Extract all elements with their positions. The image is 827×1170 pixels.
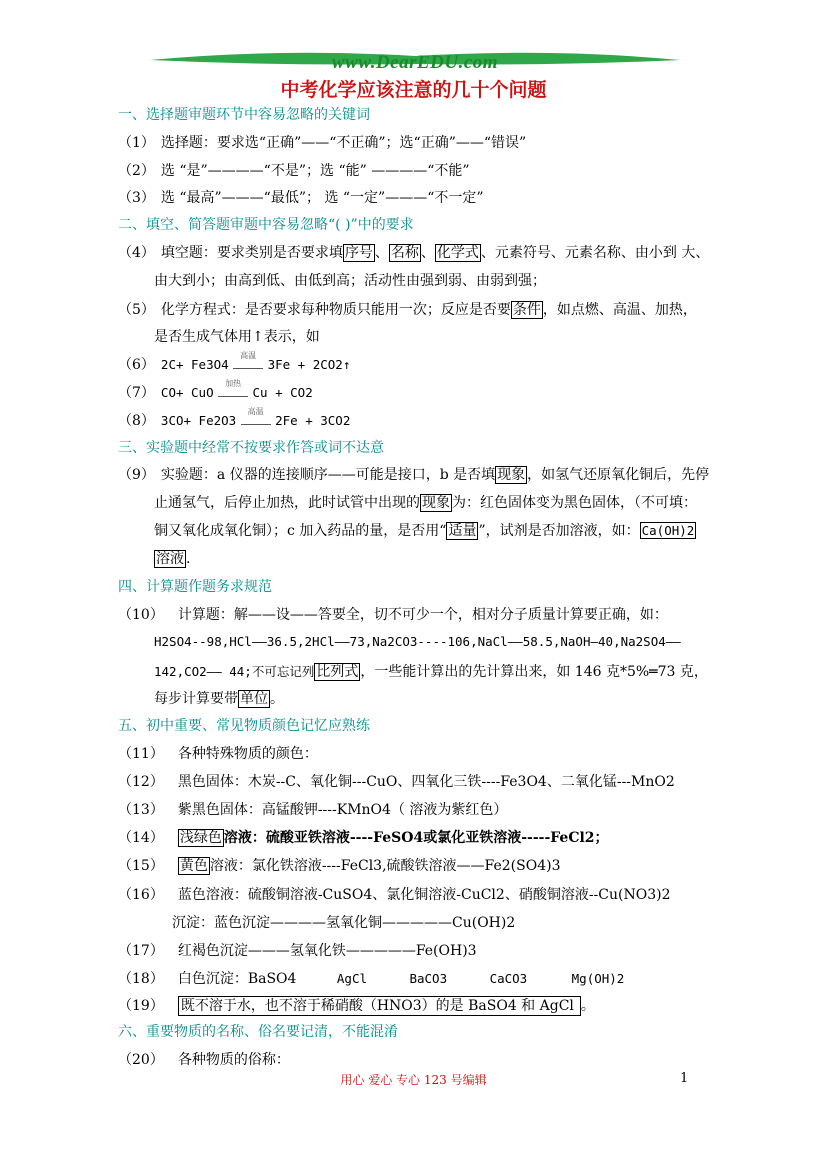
item-3 — [118, 187, 484, 207]
section-heading-4: 四、计算题作题务求规范 — [118, 579, 272, 595]
reaction-condition: 高温 — [233, 359, 263, 369]
item-number: （17） — [118, 943, 164, 959]
item-4: （4） 填空题：要求类别是否要求填 序号 、 名称 、 化学式 、元素符号、元素名称、由小到 大、 — [118, 245, 710, 261]
boxed-term: 适量 — [448, 523, 477, 539]
item-9-cont-1: 止通氢气，后停止加热，此时试管中出现的 现象 为：红色固体变为黑色固体，（不可填： — [154, 495, 697, 511]
item-number: （14） — [118, 830, 164, 846]
item-number: （8） — [118, 413, 155, 429]
item-13: （13） 紫黑色固体：高锰酸钾----KMnO4（ 溶液为紫红色） — [118, 802, 508, 818]
boxed-term: 浅绿色 — [179, 830, 222, 846]
boxed-term: 名称 — [390, 245, 419, 261]
item-number: （16） — [118, 887, 164, 903]
boxed-term: 化学式 — [436, 245, 479, 261]
page-title: 中考化学应该注意的几十个问题 — [280, 79, 547, 101]
reaction-condition: 加热 — [218, 387, 248, 397]
item-14: （14） 浅绿色 溶液：硫酸亚铁溶液----FeSO4或氯化亚铁溶液-----FeCl2； — [118, 830, 609, 846]
section-heading-2: 二、填空、简答题审题中容易忽略“( )”中的要求 — [118, 217, 414, 233]
item-8: （8） 3CO+ Fe2O3 高温 2Fe + 3CO2 — [118, 407, 351, 429]
boxed-term: Ca(OH)2 — [641, 523, 695, 538]
boxed-term: 单位 — [240, 691, 268, 707]
item-4-cont: 由大到小；由高到低、由低到高；活动性由强到弱、由弱到强； — [154, 273, 546, 289]
item-12: （12） 黑色固体：木炭--C、氧化铜---CuO、四氧化三铁----Fe3O4、二氧化锰---MnO2 — [118, 774, 675, 790]
item-number: （12） — [118, 774, 164, 790]
item-10-cont-3: 每步计算要带 单位 。 — [154, 691, 284, 707]
item-16-cont: 沉淀：蓝色沉淀————氢氧化铜—————Cu(OH)2 — [172, 915, 516, 931]
item-number: （19） — [118, 998, 164, 1014]
boxed-term: 溶液 — [156, 551, 184, 567]
item-10: （10） 计算题：解——设——答要全，切不可少一个，相对分子质量计算要正确，如： — [118, 607, 668, 623]
boxed-term: 现象 — [497, 467, 526, 483]
boxed-term: 既不溶于水，也不溶于稀硝酸（HNO3）的是 BaSO4 和 AgCl — [178, 996, 581, 1016]
item-number: （4） — [118, 245, 155, 261]
item-9-cont-3: 溶液 . — [156, 551, 191, 567]
item-number: （1） — [118, 135, 155, 151]
item-text: 选择题：要求选“正确”——“不正确”；选“正确”——“错误” — [160, 135, 527, 151]
item-number: （20） — [118, 1052, 164, 1068]
section-heading-3: 三、实验题中经常不按要求作答或词不达意 — [118, 440, 384, 456]
item-number: （13） — [118, 802, 164, 818]
item-number: （18） — [118, 971, 164, 987]
logo-text: www.DearEDU.com — [331, 52, 499, 73]
page-footer: 用心 爱心 专心 123 号编辑 — [340, 1073, 487, 1087]
item-text: 选 “是”————“不是”；选 “能” ————“不能” — [160, 163, 470, 179]
item-number: （11） — [118, 746, 164, 762]
item-number: （9） — [118, 467, 155, 483]
item-10-cont-1: H2SO4--98,HCl——36.5,2HCl——73,Na2CO3----106,NaCl——58.5,NaOH—40,Na2SO4—— — [154, 634, 681, 649]
item-5: （5） 化学方程式：是否要求每种物质只能用一次；反应是否要 条件 ，如点燃、高温、加热， — [118, 302, 697, 318]
item-18: （18） 白色沉淀：BaSO4 AgCl BaCO3 CaCO3 Mg(OH)2 — [118, 971, 625, 987]
boxed-term: 序号 — [344, 245, 373, 261]
item-9: （9） 实验题：a 仪器的连接顺序——可能是接口，b 是否填 现象 ，如氢气还原氧化铜后，先停 — [118, 467, 710, 483]
item-11: （11） 各种特殊物质的颜色： — [118, 746, 318, 762]
item-number: （3） — [118, 190, 155, 206]
item-5-cont: 是否生成气体用↑表示，如 — [154, 329, 320, 345]
item-6: （6） 2C+ Fe3O4 高温 3Fe + 2CO2↑ — [118, 351, 351, 373]
item-2 — [118, 160, 470, 180]
section-heading-5: 五、初中重要、常见物质颜色记忆应熟练 — [118, 718, 370, 734]
item-9-cont-2: 铜又氧化成氧化铜）；c 加入药品的量，是否用“ 适量 ”，试剂是否加溶液，如： Ca(OH)2 — [154, 523, 695, 539]
item-16: （16） 蓝色溶液：硫酸铜溶液-CuSO4、氯化铜溶液-CuCl2、硝酸铜溶液--Cu(NO3)2 — [118, 887, 671, 903]
section-heading-1: 一、选择题审题环节中容易忽略的关键词 — [118, 107, 370, 123]
boxed-term: 比列式 — [316, 664, 359, 680]
item-15: （15） 黄色 溶液：氯化铁溶液----FeCl3,硫酸铁溶液——Fe2(SO4)3 — [118, 858, 561, 874]
boxed-term: 现象 — [422, 495, 450, 511]
item-10-cont-2: 142,CO2—— 44;不可忘记列 比列式 ，一些能计算出的先计算出来，如 146 克*5%═73 克， — [154, 664, 708, 680]
item-7: （7） CO+ CuO 加热 Cu + CO2 — [118, 379, 313, 401]
item-number: （6） — [118, 357, 155, 373]
item-20: （20） 各种物质的俗称： — [118, 1052, 290, 1068]
item-text: 选 “最高”———“最低”； 选 “一定”———“不一定” — [160, 190, 484, 206]
item-1 — [118, 132, 526, 152]
boxed-term: 条件 — [512, 302, 541, 318]
boxed-term: 黄色 — [179, 858, 208, 874]
item-number: （10） — [118, 607, 164, 623]
item-17: （17） 红褐色沉淀———氢氧化铁—————Fe(OH)3 — [118, 943, 477, 959]
page-number: 1 — [680, 1071, 689, 1086]
reaction-condition: 高温 — [241, 415, 271, 425]
item-number: （7） — [118, 385, 155, 401]
item-number: （2） — [118, 163, 155, 179]
item-number: （15） — [118, 858, 164, 874]
section-heading-6: 六、重要物质的名称、俗名要记清，不能混淆 — [118, 1024, 398, 1040]
item-19: （19） 既不溶于水，也不溶于稀硝酸（HNO3）的是 BaSO4 和 AgCl 。 — [118, 998, 595, 1014]
item-number: （5） — [118, 302, 155, 318]
